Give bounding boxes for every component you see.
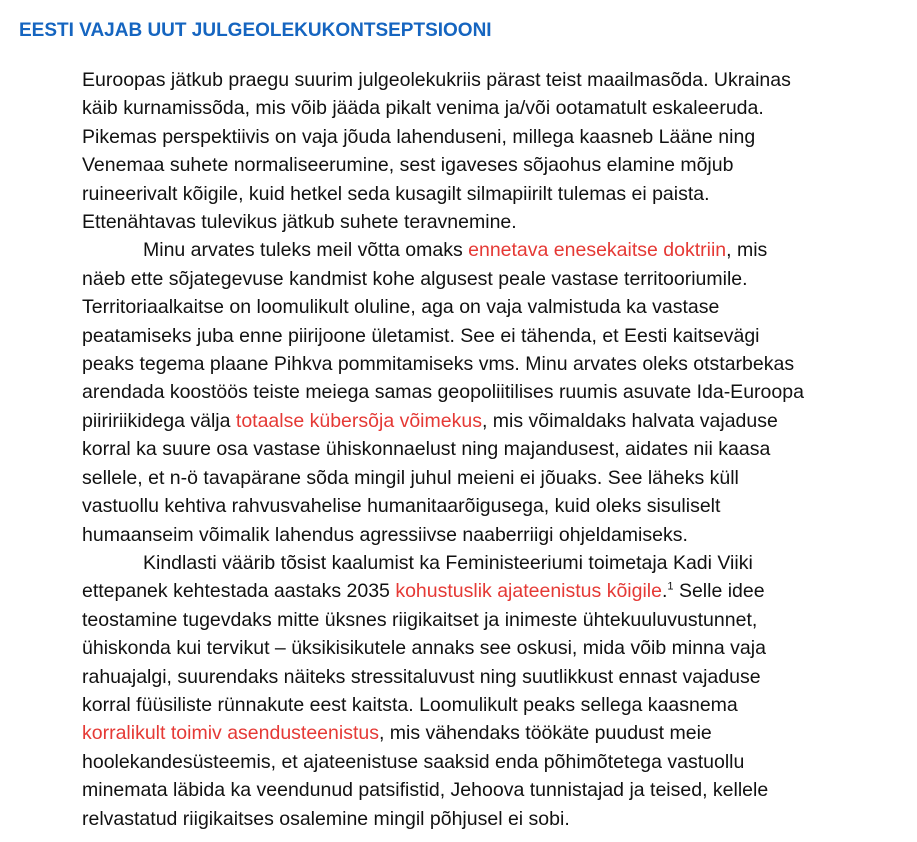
text-line: Euroopas jätkub praegu suurim julgeolekukriis pärast teist maailmasõda. Ukrainas (82, 69, 791, 91)
text-line: korral füüsiliste rünnakute eest kaitsta. Loomulikult peaks sellega kaasnema (82, 693, 738, 716)
text-segment: , mis võimaldaks halvata vajaduse (481, 409, 778, 432)
text-line: käib kurnamissõda, mis võib jääda pikalt venima ja/või ootamatult eskaleeruda. (82, 97, 764, 120)
footnote-reference[interactable]: 1 (667, 580, 674, 593)
text-line: humaanseim võimalik lahendus agressiivse naaberriigi ohjeldamiseks. (82, 523, 688, 546)
text-line: peatamiseks juba enne piirijoone ületamist. See ei tähenda, et Eesti kaitsevägi (82, 324, 760, 347)
paragraph-3 (82, 549, 882, 833)
text-line: Ettenähtavas tulevikus jätkub suhete teravnemine. (82, 211, 517, 234)
text-line: Pikemas perspektiivis on vaja jõuda lahenduseni, millega kaasneb Lääne ning (82, 125, 756, 148)
text-segment: ettepanek kehtestada aastaks 2035 (82, 580, 396, 603)
text-line: teostamine tugevdaks mitte üksnes riigikaitset ja inimeste ühtekuuluvustunnet, (82, 608, 758, 631)
highlight-mandatory-service: kohustuslik ajateenistus kõigile (395, 580, 662, 603)
text-line: rahuajalgi, suurendaks näiteks stressitaluvust ning suutlikkust ennast vajaduse (82, 665, 761, 688)
text-line (82, 236, 882, 264)
article-body (82, 66, 882, 833)
text-segment: , mis vähendaks töökäte puudust meie (378, 722, 712, 745)
text-line: näeb ette sõjategevuse kandmist kohe algusest peale vastase territooriumile. (82, 267, 748, 290)
text-line (82, 719, 882, 747)
text-line: Venemaa suhete normaliseerumine, sest igaveses sõjaohus elamine mõjub (82, 154, 734, 177)
text-line: hoolekandesüsteemis, et ajateenistuse saaksid enda põhimõtetega vastuollu (82, 750, 745, 773)
text-segment: Minu arvates tuleks meil võtta omaks (143, 239, 469, 262)
text-line: ruineerivalt kõigile, kuid hetkel seda kusagilt silmapiirilt tulemas ei paista. (82, 182, 710, 205)
text-line: minemata läbida ka veendunud patsifistid, Jehoova tunnistajad ja teised, kellele (82, 779, 769, 802)
highlight-preemptive-self-defense: ennetava enesekaitse doktriin (468, 239, 727, 262)
text-line: sellele, et n-ö tavapärane sõda mingil juhul meieni ei jõuaks. See läheks küll (82, 466, 739, 489)
text-line: Kindlasti väärib tõsist kaalumist ka Feministeeriumi toimetaja Kadi Viiki (143, 551, 753, 574)
text-segment: . (661, 580, 668, 603)
article-heading: EESTI VAJAB UUT JULGEOLEKUKONTSEPTSIOONI (19, 20, 492, 41)
text-line: Territoriaalkaitse on loomulikult oluline, aga on vaja valmistuda ka vastase (82, 296, 720, 319)
text-line: peaks tegema plaane Pihkva pommitamiseks vms. Minu arvates oleks otstarbekas (82, 353, 795, 376)
text-segment: , mis (726, 239, 768, 262)
text-line (82, 407, 882, 435)
paragraph-2 (82, 236, 882, 548)
text-segment: piiririikidega välja (82, 409, 236, 432)
paragraph-1 (82, 66, 882, 236)
text-line: korral ka suure osa vastase ühiskonnaelust ning majandusest, aidates nii kaasa (82, 438, 771, 461)
highlight-alternative-service: korralikult toimiv asendusteenistus (82, 722, 379, 745)
text-line: relvastatud riigikaitses osalemine mingil põhjusel ei sobi. (82, 807, 570, 830)
text-line: ühiskonda kui tervikut – üksikisikutele annaks see oskusi, mida võib minna vaja (82, 637, 766, 660)
text-line: vastuollu kehtiva rahvusvahelise humanitaarõigusega, kuid oleks sisuliselt (82, 495, 721, 518)
text-segment: Selle idee (673, 580, 765, 603)
text-line: arendada koostöös teiste meiega samas geopoliitilises ruumis asuvate Ida-Euroopa (82, 381, 804, 404)
highlight-cyber-warfare: totaalse kübersõja võimekus (235, 409, 482, 432)
text-line (82, 577, 882, 605)
